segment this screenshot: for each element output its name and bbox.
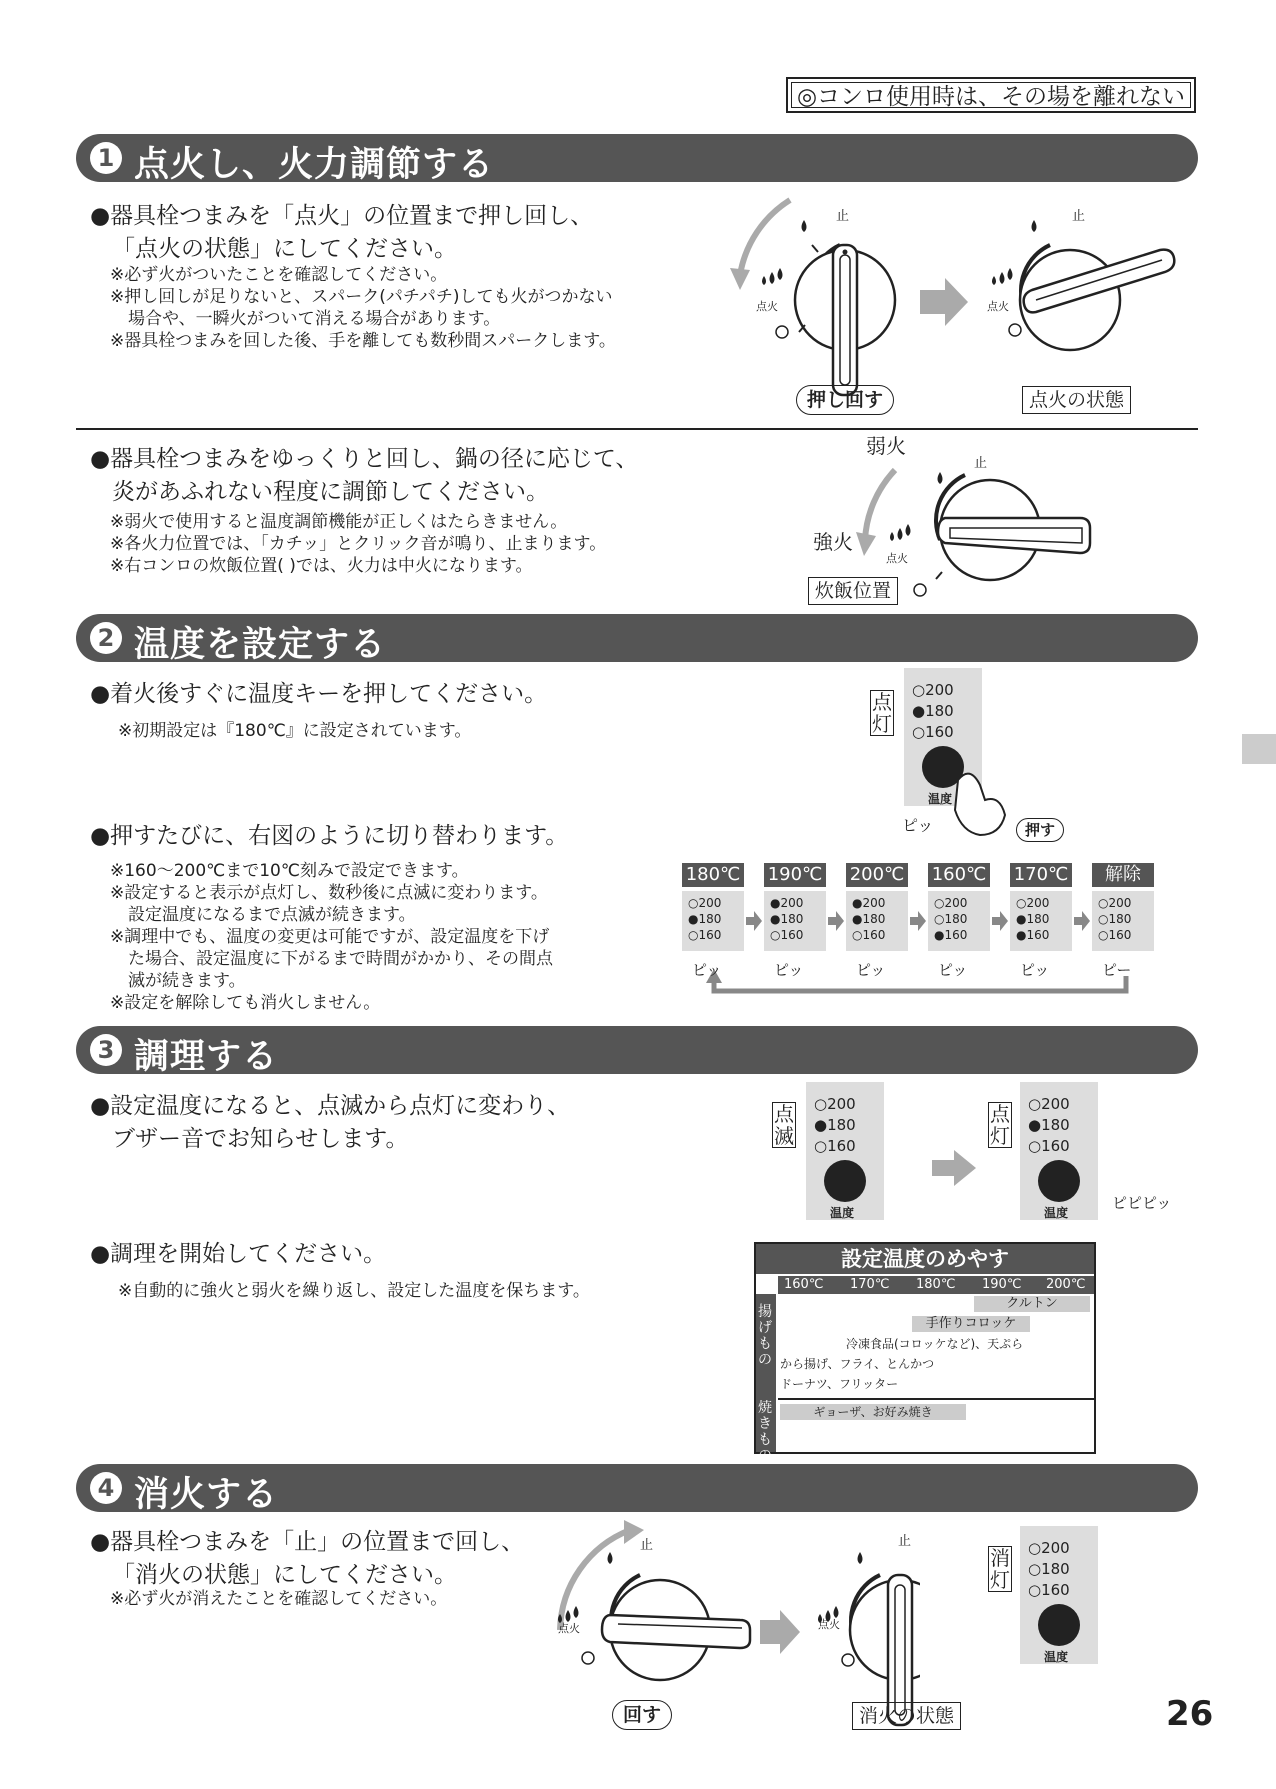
ignite-mark: 点火 <box>987 300 1009 313</box>
s2-notes: ※160～200℃まで10℃刻みで設定できます。 ※設定すると表示が点灯し、数秒後に点滅に変わります。 設定温度になるまで点滅が続きます。 ※調理中でも、温度の変更は可能ですが、設定温度を下げ た場合、設定温度に下がるまで時間がかかり、その間点 滅が続きます。 ※設定を解除しても消火しません。 <box>110 861 553 1013</box>
seq-sound: ピッ <box>692 961 722 979</box>
knob-handle <box>833 245 857 395</box>
s3-instruction-1: ●設定温度になると、点滅から点灯に変わり、 ブザー音でお知らせします。 <box>90 1093 571 1152</box>
ignition-state-label: 点火の状態 <box>1022 386 1131 414</box>
temp-key-panel: ○200 ●180 ○160 温度 <box>904 668 982 806</box>
push-turn-label: 押し回す <box>796 385 894 415</box>
ignite-flame-icon <box>890 524 911 541</box>
knob-handle <box>602 1615 750 1648</box>
section-title: 温度を設定する <box>134 625 387 665</box>
section-title: 調理する <box>134 1037 279 1077</box>
section-number: 4 <box>90 1472 122 1504</box>
buzzer-sound: ピピピッ <box>1112 1194 1172 1212</box>
seq-panel: ○200 ●180 ●160 <box>1010 891 1072 951</box>
s2-note-1: ※初期設定は『180℃』に設定されています。 <box>118 721 472 741</box>
finger-press-icon <box>950 760 1010 840</box>
temp-key-panel-off: ○200 ○180 ○160 温度 <box>1020 1526 1098 1664</box>
seq-panel: ○200 ○180 ●160 <box>928 891 990 951</box>
seq-sound: ピッ <box>856 961 886 979</box>
seq-label: 190℃ <box>764 863 826 887</box>
rotate-arrow-icon <box>865 470 895 540</box>
off-label: 消灯 <box>990 1546 1010 1592</box>
seq-label: 解除 <box>1092 863 1154 887</box>
arrow-right-icon <box>930 1148 980 1188</box>
rice-position-label: 炊飯位置 <box>808 577 898 605</box>
temp-key-button[interactable] <box>1038 1160 1080 1202</box>
extinguish-state-label: 消火の状態 <box>852 1702 961 1730</box>
section-1-header <box>76 134 1198 185</box>
group-fry: 揚げもの <box>758 1304 772 1368</box>
seq-panel: ●200 ●180 ○160 <box>846 891 908 951</box>
rice-icon <box>776 326 788 338</box>
divider <box>76 428 1198 430</box>
temp-key-button[interactable] <box>1038 1604 1080 1646</box>
seq-sound: ピッ <box>1020 961 1050 979</box>
rice-icon <box>842 1654 854 1666</box>
seq-sound: ピー <box>1102 961 1132 979</box>
section-title: 点火し、火力調節する <box>134 145 495 185</box>
ignite-mark: 点火 <box>886 552 908 565</box>
section-3-header <box>76 1026 1198 1077</box>
flame-icon <box>608 1552 613 1564</box>
ignite-mark: 点火 <box>756 300 778 313</box>
rice-icon <box>1009 324 1021 336</box>
section-number: 1 <box>90 142 122 174</box>
flame-icon <box>938 472 943 484</box>
s4-instruction: ●器具栓つまみを「止」の位置まで回し、 「消火の状態」にしてください。 <box>90 1529 525 1588</box>
flame-icon <box>1032 220 1037 232</box>
seq-sound: ピッ <box>938 961 968 979</box>
temp-key-panel-blink: ○200 ●180 ○160 温度 <box>806 1082 884 1220</box>
section-2-header <box>76 614 1198 665</box>
s3-note-1: ※自動的に強火と弱火を繰り返し、設定した温度を保ちます。 <box>118 1281 590 1301</box>
ignite-flame-icon <box>762 268 783 285</box>
seq-label: 170℃ <box>1010 863 1072 887</box>
guide-title: 設定温度のめやす <box>756 1244 1094 1274</box>
rice-icon <box>582 1652 594 1664</box>
arrow-right-icon <box>828 911 844 931</box>
strong-flame-label: 強火 <box>813 530 853 554</box>
press-label: 押す <box>1016 818 1064 842</box>
beep-sound: ピッ <box>902 816 934 835</box>
temp-key-panel-lit: ○200 ●180 ○160 温度 <box>1020 1082 1098 1220</box>
stop-mark: 止 <box>1072 209 1086 224</box>
lit-label: 点灯 <box>990 1102 1010 1148</box>
temp-key-button[interactable] <box>824 1160 866 1202</box>
temp-guide-table: 設定温度のめやす 160℃ 170℃ 180℃ 190℃ 200℃ 揚げもの 焼きもの クルトン 手作りコロッケ 冷凍食品(コロッケなど)、天ぷら から揚げ、フライ、とんかつ ドーナツ、フリッター ギョーザ、お好み焼き <box>754 1242 1096 1454</box>
section-4-header <box>76 1464 1198 1515</box>
blink-label: 点滅 <box>774 1102 794 1148</box>
side-tab <box>1242 734 1276 764</box>
safety-notice: ◎コンロ使用時は、その場を離れない <box>786 77 1196 113</box>
stop-mark: 止 <box>974 456 988 471</box>
stop-mark: 止 <box>898 1534 912 1549</box>
lit-label: 点灯 <box>872 690 892 736</box>
stop-mark: 止 <box>640 1538 654 1553</box>
ignite-mark: 点火 <box>818 1618 840 1631</box>
arrow-right-icon <box>1074 911 1090 931</box>
seq-label: 180℃ <box>682 863 744 887</box>
arrow-right-icon <box>910 911 926 931</box>
group-grill: 焼きもの <box>758 1400 772 1464</box>
ignite-mark: 点火 <box>558 1622 580 1635</box>
ignite-flame-icon <box>992 268 1013 285</box>
s2-instruction-2: ●押すたびに、右図のように切り替わります。 <box>90 823 569 849</box>
seq-label: 200℃ <box>846 863 908 887</box>
section-number: 3 <box>90 1034 122 1066</box>
flame-icon <box>802 220 807 232</box>
arrow-right-icon <box>920 278 968 326</box>
arrow-right-icon <box>746 911 762 931</box>
seq-label: 160℃ <box>928 863 990 887</box>
s2-instruction-1: ●着火後すぐに温度キーを押してください。 <box>90 681 548 707</box>
rotate-arrow-icon <box>740 200 790 275</box>
arrow-right-icon <box>992 911 1008 931</box>
flame-icon <box>858 1552 863 1564</box>
s3-instruction-2: ●調理を開始してください。 <box>90 1241 387 1267</box>
s1-notes-2: ※弱火で使用すると温度調節機能が正しくはたらきません。 ※各火力位置では、「カチッ」とクリック音が鳴り、止まります。 ※右コンロの炊飯位置( )では、火力は中火になります。 <box>110 512 607 576</box>
seq-arrows <box>682 891 1162 1011</box>
s1-notes: ※必ず火がついたことを確認してください。 ※押し回しが足りないと、スパーク(パチパチ)しても火がつかない 場合や、一瞬火がついて消える場合があります。 ※器具栓つまみを回した後、手を離しても数秒間スパークします。 <box>110 265 616 351</box>
s4-note-1: ※必ず火が消えたことを確認してください。 <box>110 1589 448 1609</box>
seq-panel: ●200 ●180 ○160 <box>764 891 826 951</box>
weak-flame-label: 弱火 <box>866 434 906 458</box>
temp-sequence <box>682 863 1202 1013</box>
seq-panel: ○200 ○180 ○160 <box>1092 891 1154 951</box>
stop-mark: 止 <box>836 209 850 224</box>
section-title: 消火する <box>134 1475 279 1515</box>
arrow-right-icon <box>760 1610 800 1654</box>
seq-panel: ○200 ●180 ○160 <box>682 891 744 951</box>
page-number: 26 <box>1166 1694 1214 1734</box>
s1-instruction: ●器具栓つまみを「点火」の位置まで押し回し、 「点火の状態」にしてください。 <box>90 203 594 262</box>
section-number: 2 <box>90 622 122 654</box>
seq-sound: ピッ <box>774 961 804 979</box>
rice-icon <box>914 584 926 596</box>
s1-instruction-2: ●器具栓つまみをゆっくりと回し、鍋の径に応じて、 炎があふれない程度に調節してください。 <box>90 446 639 505</box>
turn-label: 回す <box>612 1700 672 1730</box>
